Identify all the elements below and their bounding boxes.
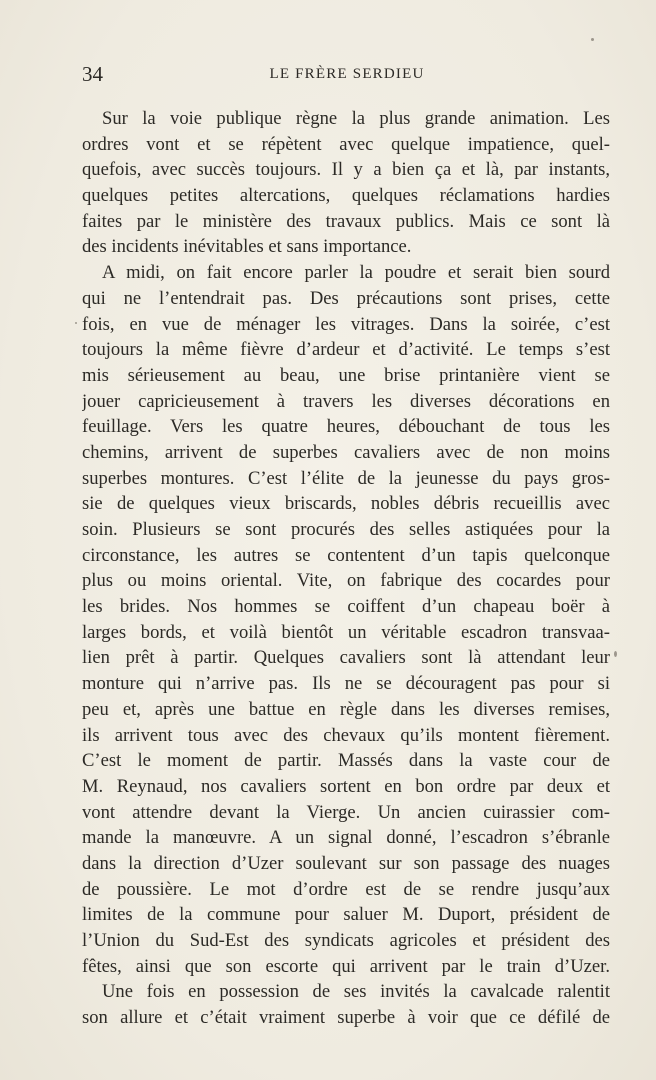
text-line: dans la direction d’Uzer soulevant sur son passage des nuages: [82, 852, 610, 874]
text-line: ordres vont et se répètent avec quelque impatience, quel-: [82, 133, 610, 155]
text-line: son allure et c’était vraiment superbe à voir que ce défilé de: [82, 1007, 610, 1029]
text-line: toujours la même fièvre d’ardeur et d’activité. Le temps s’est: [82, 339, 610, 361]
paper-speck: [614, 651, 617, 657]
text-line: C’est le moment de partir. Massés dans la vaste cour de: [82, 750, 610, 772]
text-line: Sur la voie publique règne la plus grande animation. Les: [102, 108, 610, 129]
text-line: fois, en vue de ménager les vitrages. Dans la soirée, c’est: [82, 313, 610, 335]
text-line: les brides. Nos hommes se coiffent d’un chapeau boër à: [82, 596, 610, 618]
text-line: mis sérieusement au beau, une brise printanière vient se: [82, 364, 610, 386]
text-line: quelques petites altercations, quelques réclamations hardies: [82, 185, 610, 207]
text-line: vont attendre devant la Vierge. Un ancien cuirassier com-: [82, 801, 610, 823]
text-line: fêtes, ainsi que son escorte qui arrivent par le train d’Uzer.: [82, 955, 610, 977]
text-line: superbes montures. C’est l’élite de la jeunesse du pays gros-: [82, 467, 610, 489]
text-line: chemins, arrivent de superbes cavaliers avec de non moins: [82, 441, 610, 463]
paper-speck: [75, 322, 77, 324]
text-line: larges bords, et voilà bientôt un véritable escadron transvaa-: [82, 621, 610, 643]
text-line: l’Union du Sud-Est des syndicats agricoles et président des: [82, 930, 610, 951]
text-line: feuillage. Vers les quatre heures, débouchant de tous les: [82, 416, 610, 438]
text-line: soin. Plusieurs se sont procurés des selles astiquées pour la: [82, 519, 610, 540]
text-line: circonstance, les autres se contentent d’un tapis quelconque: [82, 544, 610, 566]
text-line: plus ou moins oriental. Vite, on fabrique des cocardes pour: [82, 570, 610, 592]
text-line: M. Reynaud, nos cavaliers sortent en bon ordre par deux et: [82, 775, 610, 797]
text-line: quefois, avec succès toujours. Il y a bien ça et là, par instants,: [82, 159, 610, 181]
text-line: monture qui n’arrive pas. Ils ne se découragent pas pour si: [82, 673, 610, 695]
page-number: 34: [82, 62, 103, 86]
paper-speck: [591, 38, 594, 41]
text-line: lien prêt à partir. Quelques cavaliers sont là attendant leur: [82, 647, 610, 669]
text-line: limites de la commune pour saluer M. Duport, président de: [82, 904, 610, 926]
text-line: peu et, après une battue en règle dans les diverses remises,: [82, 698, 610, 720]
text-line: faites par le ministère des travaux publics. Mais ce sont là: [82, 210, 610, 232]
text-line: jouer capricieusement à travers les diverses décorations en: [82, 390, 610, 412]
text-line: qui ne l’entendrait pas. Des précautions sont prises, cette: [82, 287, 610, 309]
running-head: LE FRÈRE SERDIEU: [269, 66, 425, 82]
text-line: sie de quelques vieux briscards, nobles débris recueillis avec: [82, 493, 610, 515]
body-text: [82, 106, 610, 1031]
text-line: de poussière. Le mot d’ordre est de se rendre jusqu’aux: [82, 878, 610, 900]
text-line: mande la manœuvre. A un signal donné, l’escadron s’ébranle: [82, 827, 610, 849]
text-line: A midi, on fait encore parler la poudre et serait bien sourd: [102, 262, 610, 284]
text-line: ils arrivent tous avec des chevaux qu’ils montent fièrement.: [82, 724, 610, 746]
text-line: Une fois en possession de ses invités la cavalcade ralentit: [102, 981, 610, 1003]
page-header: [82, 62, 612, 86]
text-line: des incidents inévitables et sans importance.: [82, 236, 412, 258]
